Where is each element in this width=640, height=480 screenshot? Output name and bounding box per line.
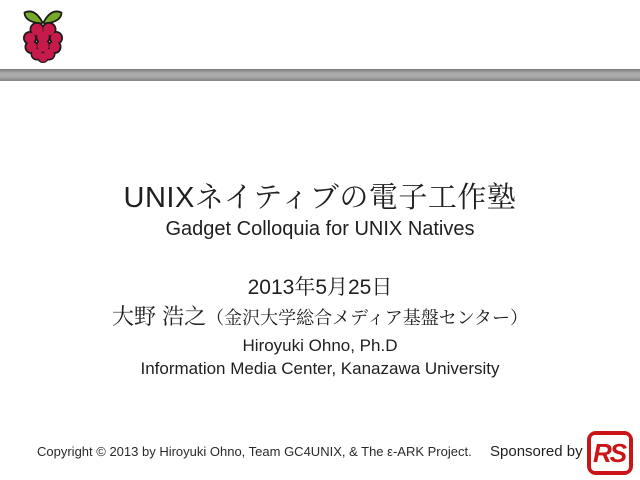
presenter-affiliation-english: Information Media Center, Kanazawa University <box>140 359 500 378</box>
presenter-line-japanese <box>0 302 640 333</box>
presentation-date: 2013年5月25日 <box>247 276 393 299</box>
header-divider-bar <box>0 69 640 81</box>
rs-logo-text: RS <box>592 437 626 468</box>
presenter-affiliation-japanese: （金沢大学総合メディア基盤センター） <box>206 308 528 328</box>
raspberry-pi-logo-icon <box>17 7 69 63</box>
presenter-name-english: Hiroyuki Ohno, Ph.D <box>242 336 398 355</box>
sponsored-by-label: Sponsored by <box>490 443 583 460</box>
slide-title-english: Gadget Colloquia for UNIX Natives <box>165 218 475 240</box>
rs-logo-inner-panel <box>591 435 629 471</box>
slide-title-japanese: UNIXネイティブの電子工作塾 <box>123 182 517 214</box>
title-block <box>0 180 640 242</box>
copyright-text: Copyright © 2013 by Hiroyuki Ohno, Team GC4UNIX, & The ε-ARK Project. <box>37 444 472 459</box>
rs-components-logo <box>587 431 633 475</box>
presenter-name-japanese: 大野 浩之 <box>112 304 207 329</box>
presenter-block <box>0 274 640 380</box>
